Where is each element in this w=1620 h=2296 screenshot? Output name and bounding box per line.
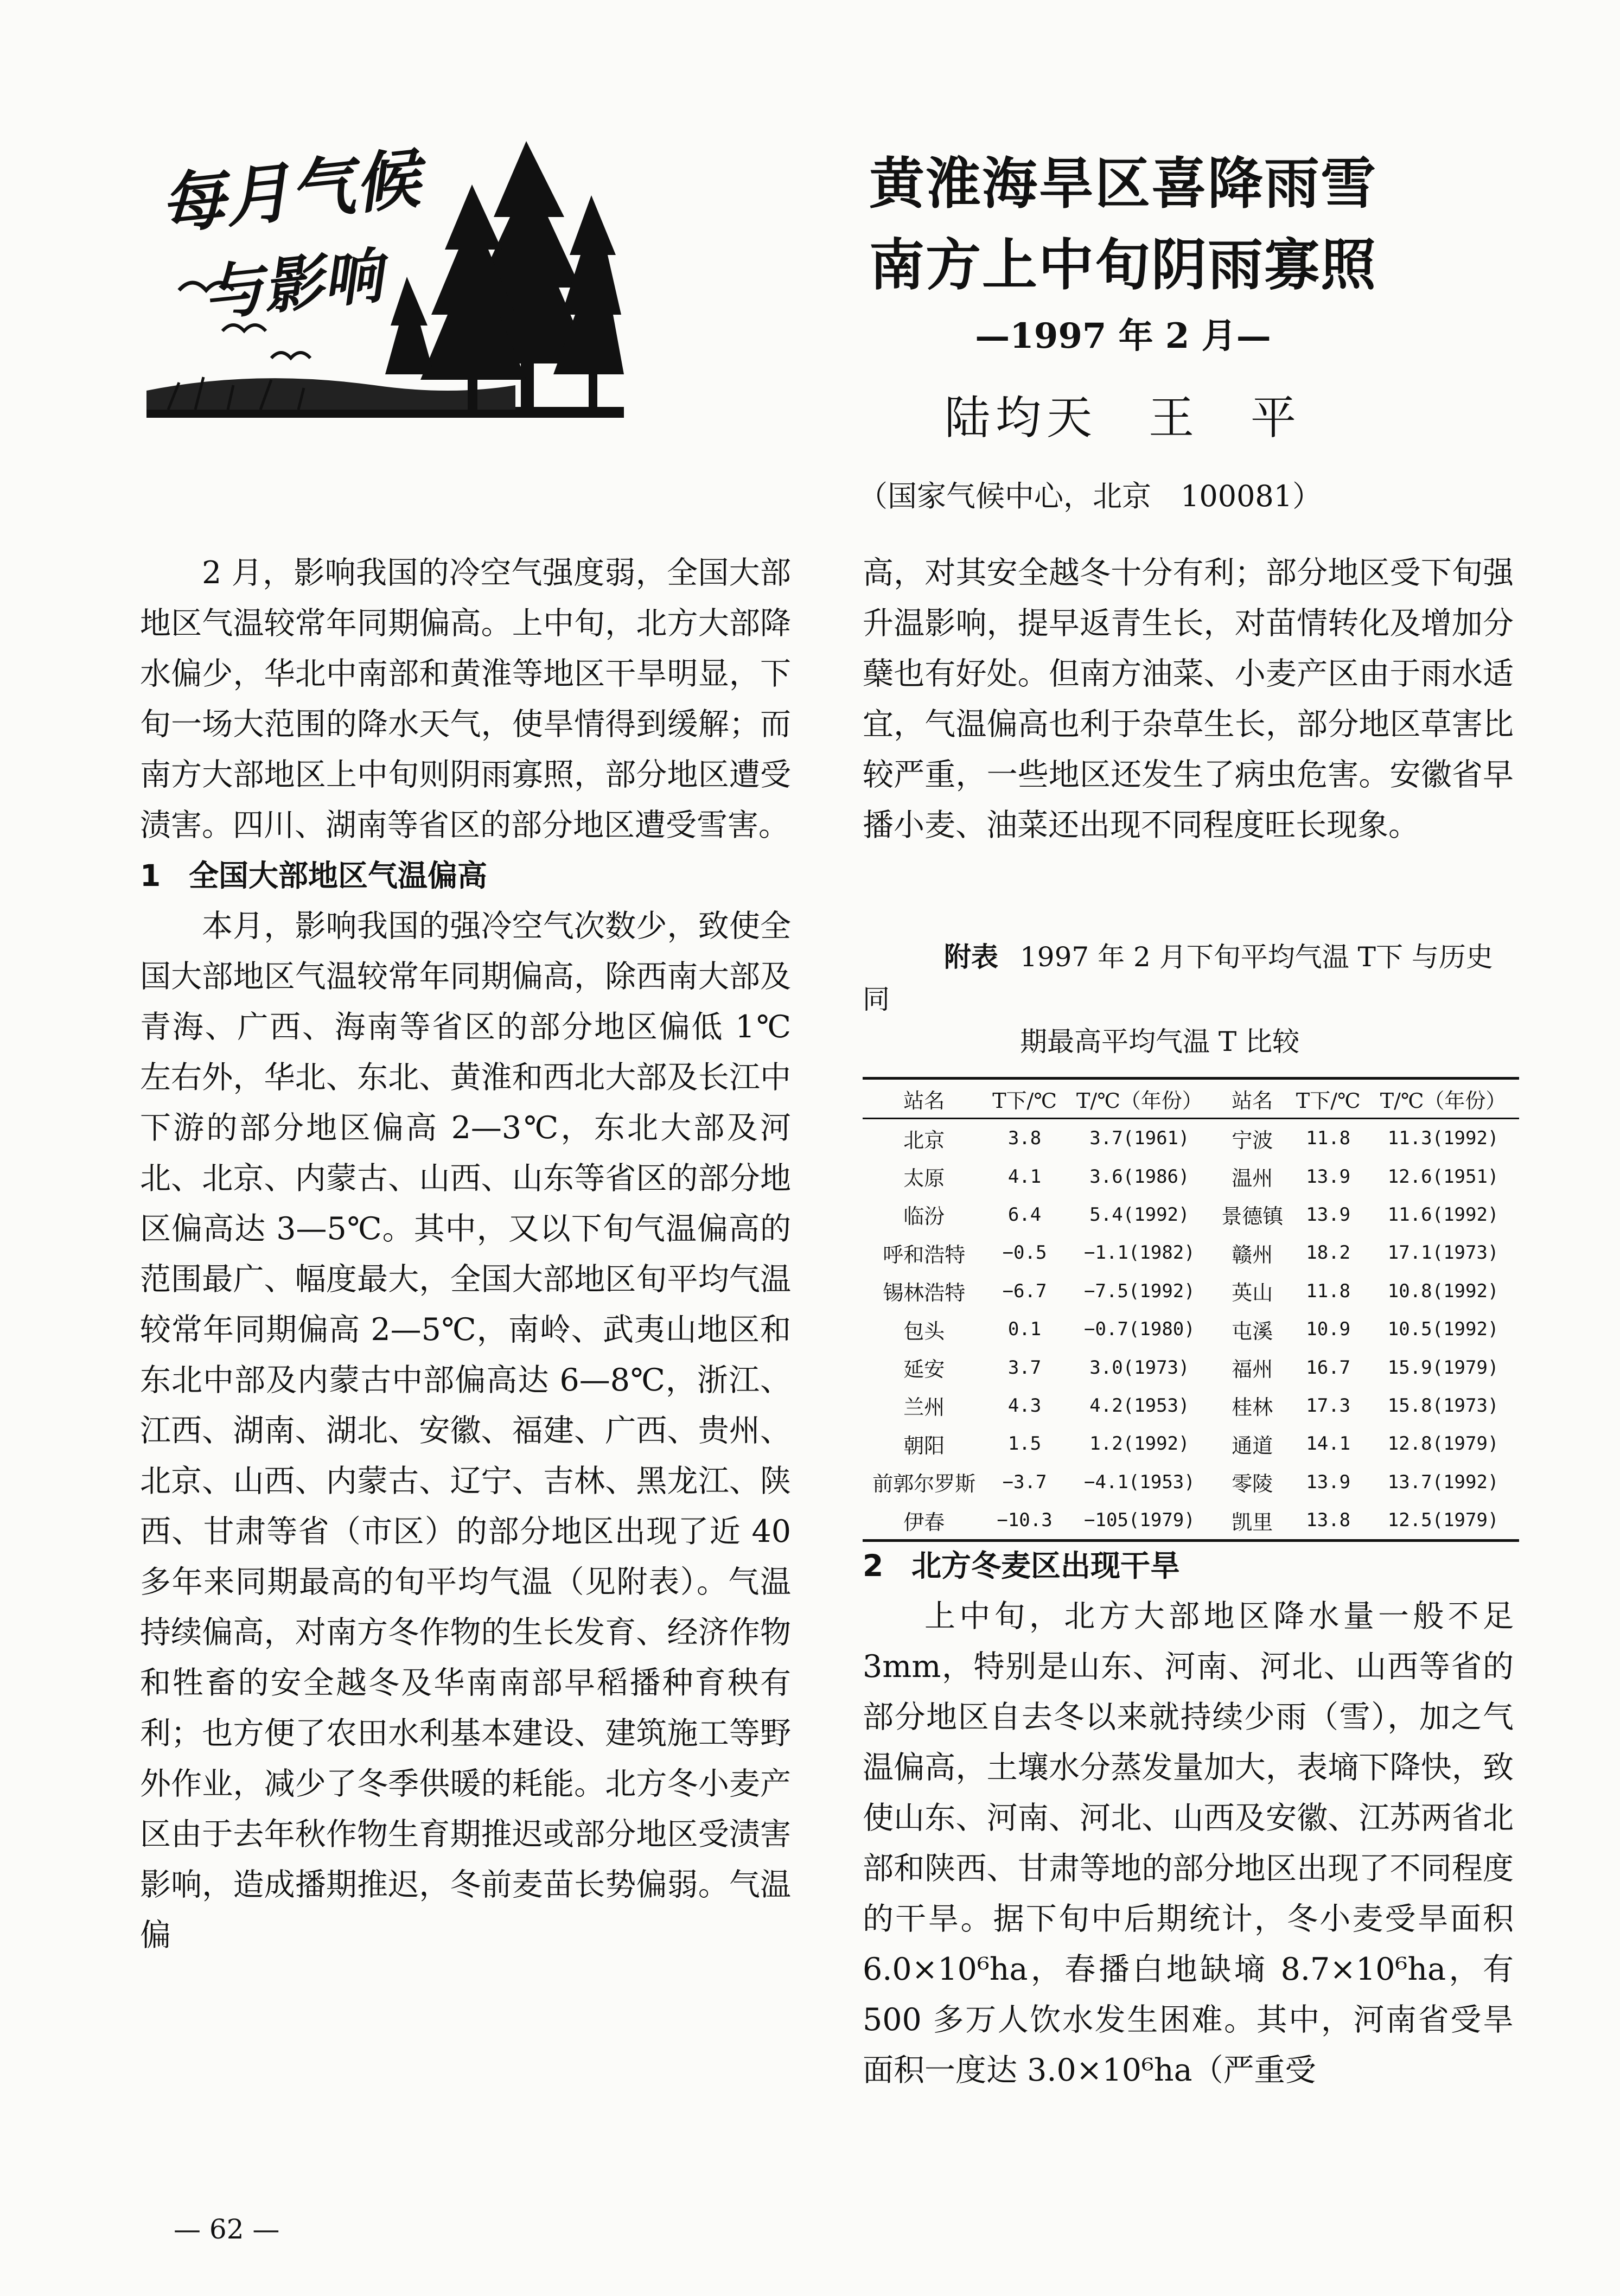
table-cell: 6.4	[1007, 1203, 1042, 1226]
section-1-heading	[140, 851, 791, 901]
svg-text:与影响: 与影响	[200, 240, 386, 329]
table-header-cell: T下/℃	[1289, 1079, 1367, 1119]
right-column-bottom	[863, 1541, 1514, 2096]
table-cell: 兰州	[903, 1395, 945, 1420]
table-cell: 临汾	[903, 1204, 945, 1229]
table-row	[863, 1234, 1519, 1272]
section-1-title: 全国大部地区气温偏高	[189, 858, 488, 893]
intro-paragraph: 2 月，影响我国的冷空气强度弱，全国大部地区气温较常年同期偏高。上中旬，北方大部降水偏少，华北中南部和黄淮等地区干旱明显，下旬一场大范围的降水天气，使旱情得到缓解；而南方大部地区上中旬则阴雨寡照，部分地区遭受渍害。四川、湖南等省区的部分地区遭受雪害。	[140, 555, 791, 843]
table-cell: 0.1	[1007, 1318, 1042, 1341]
table-cell: −0.5	[1002, 1242, 1047, 1264]
table-header-row	[863, 1079, 1519, 1119]
table-row	[863, 1196, 1519, 1234]
table-header-cell: T/℃（年份）	[1063, 1079, 1215, 1119]
right-column-top	[863, 548, 1514, 851]
table-header-cell: T/℃（年份）	[1367, 1079, 1519, 1119]
table-cell: 延安	[903, 1357, 945, 1382]
section-2-heading	[863, 1541, 1514, 1591]
table-caption-line1: 1997 年 2 月下旬平均气温 T下 与历史同	[863, 941, 1493, 1015]
table-cell: 宁波	[1232, 1128, 1273, 1152]
author-affiliation: （国家气候中心，北京 100081）	[858, 479, 1322, 513]
table-cell: 3.6(1986)	[1089, 1165, 1190, 1188]
section-1-paragraph: 本月，影响我国的强冷空气次数少，致使全国大部地区气温较常年同期偏高，除西南大部及青海、广西、海南等省区的部分地区偏低 1℃左右外，华北、东北、黄淮和西北大部及长江中下游的部分地区偏高 2—3℃，东北大部及河北、北京、内蒙古、山西、山东等省区的部分地区偏高达 3—5℃。其中，又以下旬气温偏高的范围最广、幅度最大，全国大部地区旬平均气温较常年同期偏高 2—5℃，南岭、武夷山地区和东北中部及内蒙古中部偏高达 6—8℃，浙江、江西、湖南、湖北、安徽、福建、广西、贵州、北京、山西、内蒙古、辽宁、吉林、黑龙江、陕西、甘肃等省（市区）的部分地区出现了近 40 多年来同期最高的旬平均气温（见附表）。气温持续偏高，对南方冬作物的生长发育、经济作物和牲畜的安全越冬及华南南部早稻播种育秧有利；也方便了农田水利基本建设、建筑施工等野外作业，减少了冬季供暖的耗能。北方冬小麦产区由于去年秋作物生育期推迟或部分地区受渍害影响，造成播期推迟，冬前麦苗长势偏弱。气温偏	[140, 908, 791, 1953]
table-row	[863, 1387, 1519, 1425]
table-cell: 5.4(1992)	[1089, 1203, 1190, 1226]
table-cell: 15.8(1973)	[1387, 1394, 1499, 1417]
table-cell: 伊春	[863, 1501, 986, 1541]
section-2-title: 北方冬麦区出现干旱	[911, 1548, 1181, 1583]
table-cell: −3.7	[1002, 1471, 1047, 1493]
table-cell: 4.1	[1007, 1165, 1042, 1188]
table-cell: 景德镇	[1221, 1204, 1284, 1229]
table-cell: −4.1(1953)	[1084, 1471, 1195, 1493]
table-row	[863, 1157, 1519, 1195]
table-header-cell: 站名	[863, 1079, 986, 1119]
table-cell: 14.1	[1306, 1433, 1351, 1455]
article-title-line2: 南方上中旬阴雨寡照	[869, 233, 1377, 298]
table-cell: −7.5(1992)	[1084, 1280, 1195, 1302]
table-cell: 10.5(1992)	[1387, 1318, 1499, 1341]
appendix-table-block	[863, 936, 1519, 1542]
left-column	[140, 548, 791, 1961]
table-cell: 3.7	[1007, 1356, 1042, 1379]
table-cell: 零陵	[1232, 1472, 1273, 1496]
table-caption	[863, 936, 1519, 1063]
column-banner-illustration	[146, 136, 624, 418]
table-cell: 13.7(1992)	[1387, 1471, 1499, 1493]
table-cell: 福州	[1232, 1357, 1273, 1382]
table-cell: 11.3(1992)	[1387, 1127, 1499, 1150]
table-cell: 16.7	[1306, 1356, 1351, 1379]
table-cell: 赣州	[1232, 1242, 1273, 1267]
table-row	[863, 1272, 1519, 1310]
table-cell: −105(1979)	[1063, 1501, 1215, 1541]
table-cell: 11.8	[1306, 1280, 1351, 1302]
table-cell: 太原	[903, 1166, 945, 1191]
table-cell: 温州	[1232, 1166, 1273, 1191]
table-cell: 13.9	[1306, 1203, 1351, 1226]
table-cell: 13.9	[1306, 1165, 1351, 1188]
table-label: 附表	[944, 941, 998, 973]
article-authors: 陆均天 王 平	[944, 391, 1302, 444]
table-cell: 3.8	[1007, 1127, 1042, 1150]
table-cell: −10.3	[986, 1501, 1064, 1541]
table-cell: 北京	[903, 1128, 945, 1152]
table-cell: 朝阳	[903, 1433, 945, 1458]
article-subtitle: —1997 年 2 月—	[975, 316, 1271, 356]
table-cell: 英山	[1232, 1281, 1273, 1305]
table-row	[863, 1119, 1519, 1158]
table-cell: −1.1(1982)	[1084, 1242, 1195, 1264]
table-cell: 4.3	[1007, 1394, 1042, 1417]
table-cell: 15.9(1979)	[1387, 1356, 1499, 1379]
table-cell: 桂林	[1232, 1395, 1273, 1420]
table-caption-line2: 期最高平均气温 T 比较	[1020, 1026, 1300, 1057]
table-cell: 包头	[903, 1319, 945, 1343]
table-header-cell: T下/℃	[986, 1079, 1064, 1119]
continued-paragraph: 高，对其安全越冬十分有利；部分地区受下旬强升温影响，提早返青生长，对苗情转化及增加分蘖也有好处。但南方油菜、小麦产区由于雨水适宜，气温偏高也利于杂草生长，部分地区草害比较严重，一些地区还发生了病虫危害。安徽省早播小麦、油菜还出现不同程度旺长现象。	[863, 555, 1514, 843]
article-title-line1: 黄淮海旱区喜降雨雪	[869, 152, 1377, 216]
table-cell: 通道	[1232, 1433, 1273, 1458]
table-cell: 3.7(1961)	[1089, 1127, 1190, 1150]
article-title-block	[852, 144, 1394, 469]
table-cell: 13.8	[1289, 1501, 1367, 1541]
table-body	[863, 1119, 1519, 1541]
table-row	[863, 1348, 1519, 1386]
table-header-cell: 站名	[1215, 1079, 1289, 1119]
table-cell: 13.9	[1306, 1471, 1351, 1493]
table-cell: 10.8(1992)	[1387, 1280, 1499, 1302]
table-cell: 11.8	[1306, 1127, 1351, 1150]
table-cell: 4.2(1953)	[1089, 1394, 1190, 1417]
page-number: — 62 —	[174, 2214, 280, 2245]
table-cell: 12.5(1979)	[1367, 1501, 1519, 1541]
section-2-paragraph: 上中旬，北方大部地区降水量一般不足 3mm，特别是山东、河南、河北、山西等省的部分地区自去冬以来就持续少雨（雪），加之气温偏高，土壤水分蒸发量加大，表墒下降快，致使山东、河南、河北、山西及安徽、江苏两省北部和陕西、甘肃等地的部分地区出现了不同程度的干旱。据下旬中后期统计，冬小麦受旱面积 6.0×10⁶ha，春播白地缺墒 8.7×10⁶ha，有 500 多万人饮水发生困难。其中，河南省受旱面积一度达 3.0×10⁶ha（严重受	[863, 1598, 1514, 2088]
table-row	[863, 1501, 1519, 1541]
table-row	[863, 1463, 1519, 1501]
table-cell: 12.8(1979)	[1387, 1433, 1499, 1455]
table-cell: −0.7(1980)	[1084, 1318, 1195, 1341]
table-cell: 1.2(1992)	[1089, 1433, 1190, 1455]
table-cell: 17.3	[1306, 1394, 1351, 1417]
banner-art	[146, 136, 624, 418]
table-row	[863, 1425, 1519, 1463]
svg-text:每月气候: 每月气候	[156, 140, 424, 244]
table-cell: 12.6(1951)	[1387, 1165, 1499, 1188]
table-cell: 呼和浩特	[883, 1242, 966, 1267]
table-row	[863, 1310, 1519, 1348]
section-1-number: 1	[140, 858, 161, 893]
section-2-number: 2	[863, 1548, 884, 1583]
table-cell: 凯里	[1215, 1501, 1289, 1541]
table-cell: 前郭尔罗斯	[872, 1472, 976, 1496]
temperature-comparison-table	[863, 1077, 1519, 1542]
table-cell: 1.5	[1007, 1433, 1042, 1455]
table-cell: 11.6(1992)	[1387, 1203, 1499, 1226]
table-cell: 锡林浩特	[883, 1281, 966, 1305]
table-cell: 18.2	[1306, 1242, 1351, 1264]
table-cell: 屯溪	[1232, 1319, 1273, 1343]
table-cell: 17.1(1973)	[1387, 1242, 1499, 1264]
table-cell: −6.7	[1002, 1280, 1047, 1302]
table-cell: 3.0(1973)	[1089, 1356, 1190, 1379]
table-cell: 10.9	[1306, 1318, 1351, 1341]
